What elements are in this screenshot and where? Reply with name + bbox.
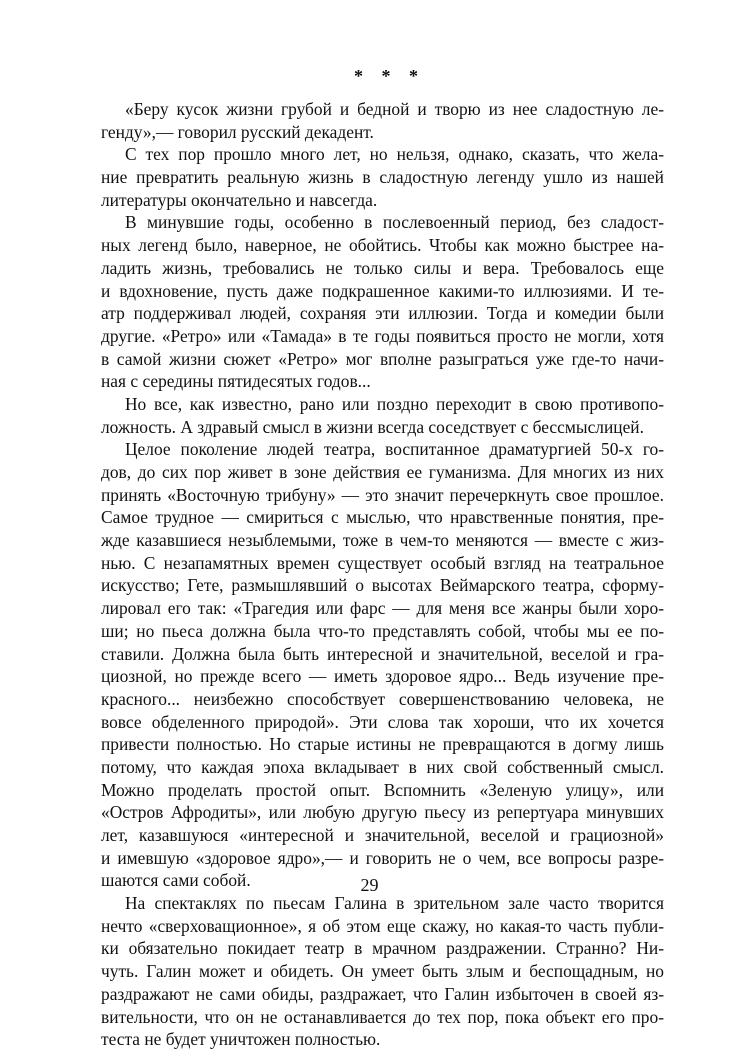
text-line: На спектаклях по пьесам Галина в зрительном зале часто творится xyxy=(125,893,664,914)
text-line: и имевшую «здоровое ядро»,— и говорить не о чем, все вопросы разре- xyxy=(101,847,664,868)
text-line: привести полностью. Но старые истины не превращаются в догму лишь xyxy=(101,734,664,755)
text-line: Целое поколение людей театра, воспитанное драматургией 50-х го- xyxy=(125,439,664,460)
text-line: жде казавшиеся незыблемыми, тоже в чем-то меняются — вместе с жиз- xyxy=(101,530,664,551)
text-line: лет, казавшуюся «интересной и значительной, веселой и грациозной» xyxy=(101,825,664,845)
section-separator: * * * xyxy=(354,66,425,86)
text-line: «Беру кусок жизни грубой и бедной и творю из нее сладостную ле- xyxy=(125,99,664,119)
text-line: шаются сами собой. xyxy=(101,870,251,891)
paragraph xyxy=(101,143,664,211)
text-line: нечто «сверховащионное», я об этом еще скажу, но какая-то часть публи- xyxy=(101,915,664,936)
text-line: ная с середины пятидесятых годов... xyxy=(101,371,371,392)
text-line: циозной, но прежде всего — иметь здоровое ядро... Ведь изучение пре- xyxy=(101,666,664,687)
text-line: нью. С незапамятных времен существует особый взгляд на театральное xyxy=(101,552,664,573)
text-line: лировал его так: «Трагедия или фарс — для меня все жанры были хоро- xyxy=(101,598,664,619)
text-line: искусство; Гете, размышлявший о высотах Веймарского театра, сформу- xyxy=(101,575,664,596)
text-line: Но все, как известно, рано или поздно переходит в свою противопо- xyxy=(125,393,664,414)
text-line: ладить жизнь, требовались не только силы и вера. Требовалось еще xyxy=(101,257,664,278)
paragraph xyxy=(101,892,664,1051)
text-line: другие. «Ретро» или «Тамада» в те годы появиться просто не могли, хотя xyxy=(101,325,664,346)
text-line: атр поддерживал людей, сохраняя эти иллюзии. Тогда и комедии были xyxy=(101,303,664,324)
text-line: ложность. А здравый смысл в жизни всегда соседствует с бессмыслицей. xyxy=(101,416,644,437)
text-line: вительности, что он не останавливается до тех пор, пока объект его про- xyxy=(101,1006,664,1027)
text-line: ных легенд было, наверное, не обойтись. Чтобы как можно быстрее на- xyxy=(101,235,664,256)
text-line: ставили. Должна была быть интересной и значительной, веселой и гра- xyxy=(101,643,664,664)
text-line: и вдохновение, пусть даже подкрашенное какими-то иллюзиями. И те- xyxy=(101,280,664,301)
paragraph xyxy=(101,211,664,393)
paragraph xyxy=(101,393,664,438)
text-line: «Остров Афродиты», или любую другую пьесу из репертуара минувших xyxy=(101,802,664,823)
text-line: Самое трудное — смириться с мыслью, что нравственные понятия, пре- xyxy=(101,507,664,528)
text-line: чуть. Галин может и обидеть. Он умеет быть злым и беспощадным, но xyxy=(101,961,664,982)
text-line: литературы окончательно и навсегда. xyxy=(101,189,378,210)
text-line: С тех пор прошло много лет, но нельзя, однако, сказать, что жела- xyxy=(125,144,664,165)
text-line: потому, что каждая эпоха вкладывает в них свой собственный смысл. xyxy=(101,756,664,777)
text-line: ние превратить реальную жизнь в сладостную легенду ушло из нашей xyxy=(101,167,664,188)
text-line: В минувшие годы, особенно в послевоенный период, без сладост- xyxy=(125,212,664,233)
body-text xyxy=(101,98,664,1051)
text-line: раздражают не сами обиды, раздражает, что Галин избыточен в своей яз- xyxy=(101,983,664,1004)
text-line: ки обязательно покидает театр в мрачном раздражении. Странно? Ни- xyxy=(101,938,664,959)
page-number: 29 xyxy=(360,875,379,895)
paragraph xyxy=(101,438,664,892)
text-line: теста не будет уничтожен полностью. xyxy=(101,1029,381,1050)
text-line: генду»,— говорил русский декадент. xyxy=(101,121,374,142)
paragraph xyxy=(101,98,664,143)
page-body xyxy=(101,64,664,1051)
text-line: Можно проделать простой опыт. Вспомнить «Зеленую улицу», или xyxy=(101,779,664,800)
text-line: ши; но пьеса должна была что-то представлять собой, чтобы мы ее по- xyxy=(101,620,664,641)
text-line: дов, до сих пор живет в зоне действия ее гуманизма. Для многих из них xyxy=(101,462,664,482)
text-line: красного... неизбежно способствует совершенствованию человека, не xyxy=(101,688,664,709)
text-line: принять «Восточную трибуну» — это значит перечеркнуть свое прошлое. xyxy=(101,484,664,505)
text-line: вовсе обделенного природой». Эти слова так хороши, что их хочется xyxy=(101,711,664,732)
text-line: в самой жизни сюжет «Ретро» мог вполне разыграться уже где-то начи- xyxy=(101,348,664,369)
